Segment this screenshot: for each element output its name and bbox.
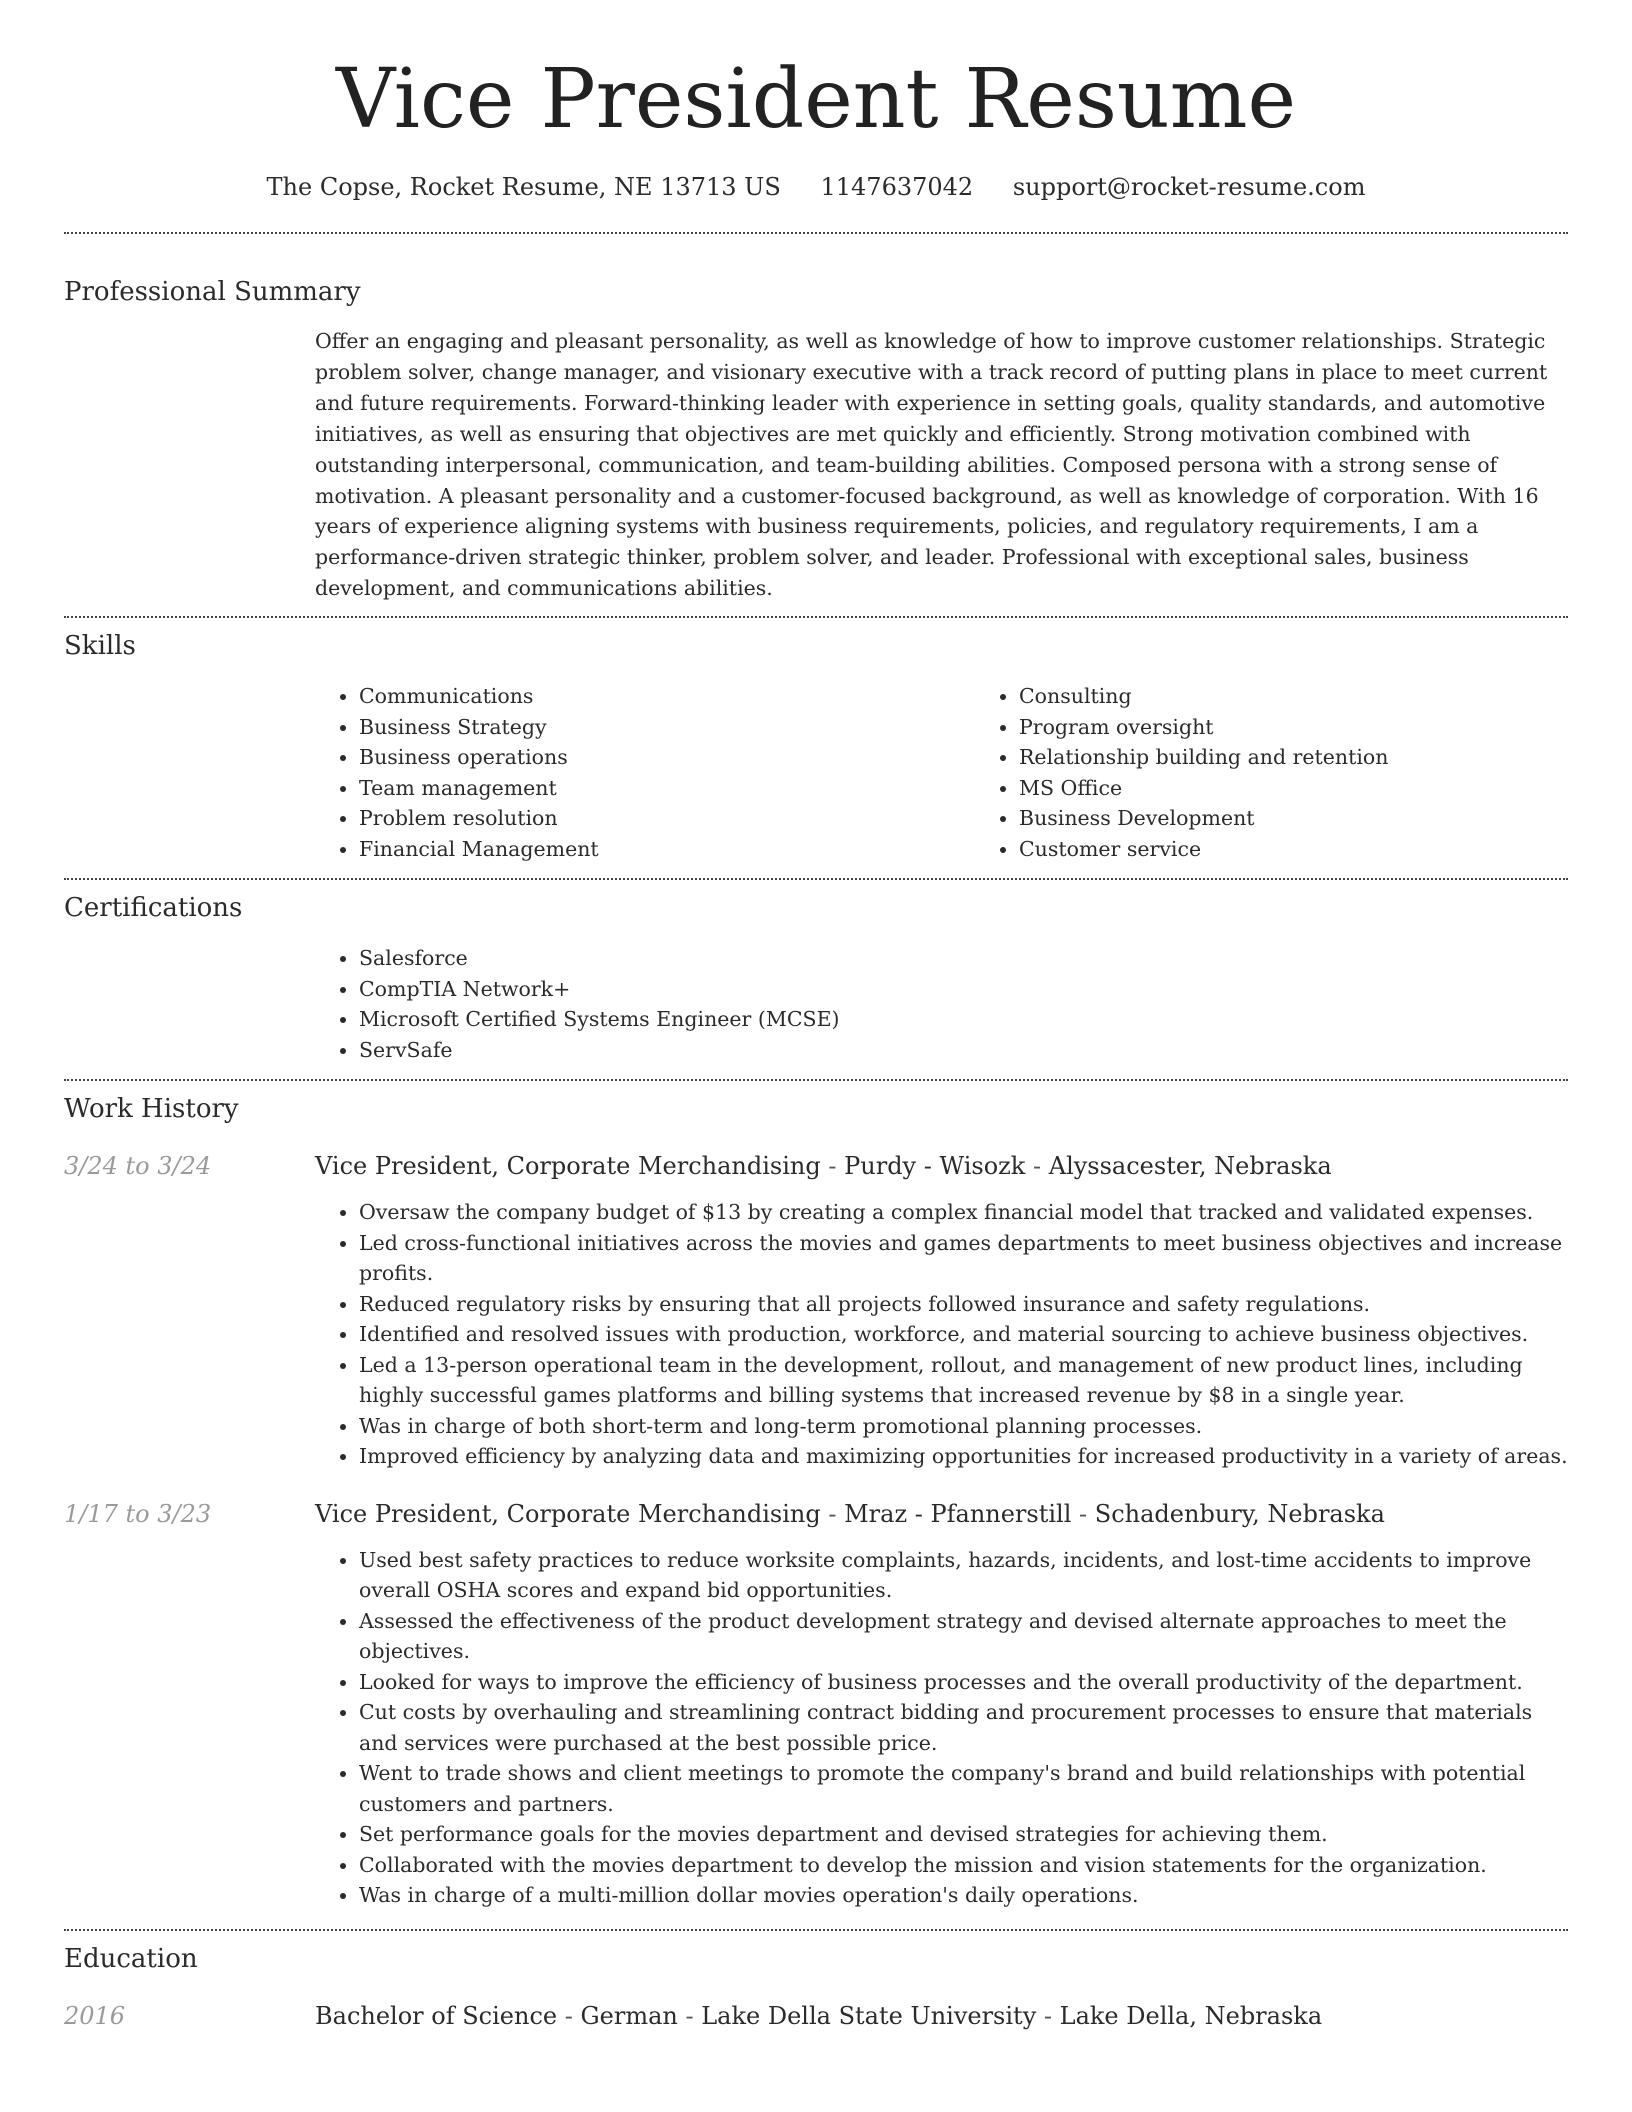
education-date: 2016 [64,2001,126,2030]
section-divider [64,616,1568,618]
skills-list-left [315,681,975,864]
job-company: Purdy - Wisozk [844,1152,1026,1181]
list-item: • CompTIA Network+ [359,974,1568,1005]
list-item: • Consulting [1019,681,1632,712]
job-role: Vice President, Corporate Merchandising [315,1499,821,1528]
list-item: • Financial Management [359,834,975,865]
section-divider [64,1929,1568,1931]
list-item: • Went to trade shows and client meetings to promote the company's brand and build relationships with potential customers and partners. [359,1758,1568,1819]
title-separator: - [820,1499,845,1528]
contact-line [64,170,1568,204]
title-separator: - [677,2001,702,2030]
contact-email: support@rocket-resume.com [1012,173,1366,201]
summary-heading: Professional Summary [64,277,361,307]
list-item: • MS Office [1019,773,1632,804]
resume-page [64,0,1568,2033]
education-section [64,1942,1568,2033]
job-role: Vice President, Corporate Merchandising [315,1152,821,1181]
job-entry [64,1149,1568,1472]
job-entry [64,1497,1568,1911]
certifications-heading: Certifications [64,893,243,924]
contact-address: The Copse, Rocket Resume, NE 13713 US [266,173,781,201]
education-degree: Bachelor of Science [315,2001,558,2030]
title-separator: - [1071,1499,1095,1528]
section-divider [64,878,1568,880]
list-item: • Business Development [1019,803,1632,834]
title-separator: - [820,1152,845,1181]
job-bullets [315,1197,1568,1472]
list-item: • Led cross-functional initiatives across the movies and games departments to meet business objectives and increase profits. [359,1228,1568,1289]
job-dates: 1/17 to 3/23 [64,1499,212,1528]
list-item: • ServSafe [359,1035,1568,1066]
summary-section [64,275,1568,604]
skills-section [64,629,1568,864]
list-item: • Program oversight [1019,712,1632,743]
work-history-section [64,1092,1568,1911]
list-item: • Led a 13-person operational team in the development, rollout, and management of new product lines, including highly successful games platforms and billing systems that increased revenue by $8 in a single year. [359,1350,1568,1411]
list-item: • Identified and resolved issues with production, workforce, and material sourcing to achieve business objectives. [359,1319,1568,1350]
job-location: Alyssacester, Nebraska [1048,1152,1332,1181]
skills-list-right [975,681,1632,864]
list-item: • Team management [359,773,975,804]
title-separator: - [1036,2001,1060,2030]
skills-heading: Skills [64,631,136,662]
education-location: Lake Della, Nebraska [1059,2001,1323,2030]
work-history-heading: Work History [64,1094,239,1125]
list-item: • Microsoft Certified Systems Engineer (MCSE) [359,1004,1568,1035]
list-item: • Used best safety practices to reduce worksite complaints, hazards, incidents, and lost-time accidents to improve overall OSHA scores and expand bid opportunities. [359,1545,1568,1606]
section-divider [64,232,1568,234]
list-item: • Business Strategy [359,712,975,743]
list-item: • Relationship building and retention [1019,742,1632,773]
list-item: • Communications [359,681,975,712]
list-item: • Was in charge of a multi-million dollar movies operation's daily operations. [359,1880,1568,1911]
list-item: • Customer service [1019,834,1632,865]
list-item: • Looked for ways to improve the efficiency of business processes and the overall productivity of the department. [359,1667,1568,1698]
section-divider [64,1079,1568,1081]
education-heading: Education [64,1943,198,1974]
education-entry [64,1999,1568,2033]
list-item: • Business operations [359,742,975,773]
certifications-list [315,943,1568,1065]
job-location: Schadenbury, Nebraska [1094,1499,1385,1528]
education-container [64,1999,1568,2033]
list-item: • Was in charge of both short-term and long-term promotional planning processes. [359,1411,1568,1442]
list-item: • Oversaw the company budget of $13 by creating a complex financial model that tracked and validated expenses. [359,1197,1568,1228]
list-item: • Collaborated with the movies department to develop the mission and vision statements for the organization. [359,1850,1568,1881]
job-title-line [315,1497,1568,1531]
list-item: • Set performance goals for the movies department and devised strategies for achieving them. [359,1819,1568,1850]
list-item: • Cut costs by overhauling and streamlining contract bidding and procurement processes to ensure that materials and services were purchased at the best possible price. [359,1697,1568,1758]
certifications-section [64,891,1568,1065]
education-field: German [580,2001,678,2030]
page-title: Vice President Resume [335,52,1297,147]
education-title-line [315,1999,1568,2033]
contact-phone: 1147637042 [820,173,974,201]
summary-spacer [64,326,315,604]
list-item: • Reduced regulatory risks by ensuring that all projects followed insurance and safety regulations. [359,1289,1568,1320]
job-bullets [315,1545,1568,1911]
education-school: Lake Della State University [701,2001,1037,2030]
job-title-line [315,1149,1568,1183]
jobs-container [64,1149,1568,1911]
job-company: Mraz - Pfannerstill [844,1499,1072,1528]
list-item: • Salesforce [359,943,1568,974]
job-dates: 3/24 to 3/24 [64,1152,212,1181]
list-item: • Assessed the effectiveness of the product development strategy and devised alternate approaches to meet the objectives. [359,1606,1568,1667]
list-item: • Improved efficiency by analyzing data and maximizing opportunities for increased productivity in a variety of areas. [359,1441,1568,1472]
title-separator: - [557,2001,581,2030]
list-item: • Problem resolution [359,803,975,834]
summary-text: Offer an engaging and pleasant personality, as well as knowledge of how to improve customer relationships. Strategic problem solver, change manager, and visionary executive with a track record of putting plans in place to meet current and future requirements. Forward-thinking leader with experience in setting goals, quality standards, and automotive initiatives, as well as ensuring that objectives are met quickly and efficiently. Strong motivation combined with outstanding interpersonal, communication, and team-building abilities. Composed persona with a strong sense of motivation. A pleasant personality and a customer-focused background, as well as knowledge of corporation. With 16 years of experience aligning systems with business requirements, policies, and regulatory requirements, I am a performance-driven strategic thinker, problem solver, and leader. Professional with exceptional sales, business development, and communications abilities. [315,329,1548,601]
title-separator: - [1025,1152,1049,1181]
